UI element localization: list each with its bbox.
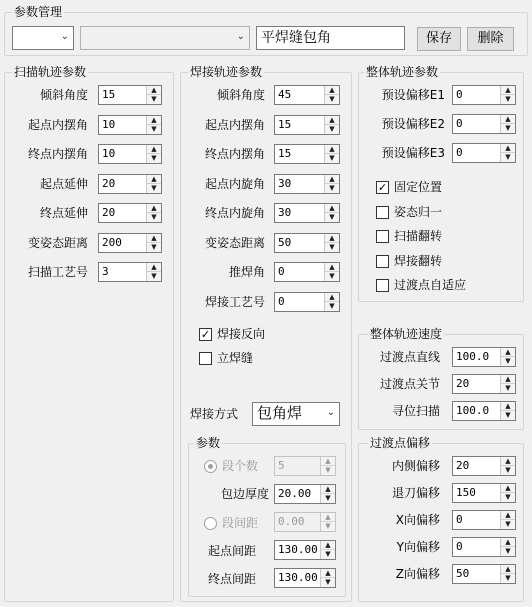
offset-x-offset-label: X向偏移 xyxy=(395,513,440,527)
overall-preset-offset-e3-label: 预设偏移E3 xyxy=(381,146,445,160)
arrow-up-icon[interactable]: ▲ xyxy=(325,145,339,154)
arrow-down-icon: ▼ xyxy=(325,494,331,502)
checkbox-icon[interactable] xyxy=(376,206,389,219)
scan-scan-process-no-spin[interactable]: 3 ▲ ▼ xyxy=(98,262,162,282)
arrow-up-icon[interactable]: ▲ xyxy=(501,538,515,547)
scan-end-extend-label: 终点延伸 xyxy=(39,206,88,220)
scan-posture-change-distance-label: 变姿态距离 xyxy=(27,235,88,250)
speed-transition-line-spin[interactable]: 100.0 ▲ ▼ xyxy=(452,347,516,367)
offset-z-offset-label: Z向偏移 xyxy=(395,567,440,581)
arrow-up-icon[interactable]: ▲ xyxy=(147,86,161,95)
weld-method-combo[interactable]: 包角焊 ⌄ xyxy=(252,402,340,426)
arrow-down-icon[interactable]: ▼ xyxy=(505,411,511,419)
arrow-up-icon: ▲ xyxy=(321,457,335,466)
arrow-up-icon[interactable]: ▲ xyxy=(325,175,339,184)
scan-posture-change-distance-spin[interactable]: 200 ▲ ▼ xyxy=(98,233,162,253)
arrow-down-icon[interactable]: ▼ xyxy=(505,153,511,161)
weld-end-inner-swing-spin[interactable]: 15 ▲ ▼ xyxy=(274,144,340,164)
offset-retract-offset-label: 退刀偏移 xyxy=(391,486,440,500)
arrow-up-icon[interactable]: ▲ xyxy=(325,293,339,302)
weld-start-inner-rotate-label: 起点内旋角 xyxy=(204,176,265,191)
weld-start-inner-rotate-spin[interactable]: 30 ▲ ▼ xyxy=(274,174,340,194)
arrow-down-icon[interactable]: ▼ xyxy=(329,272,335,280)
arrow-up-icon[interactable]: ▲ xyxy=(501,402,515,411)
arrow-down-icon[interactable]: ▼ xyxy=(505,357,511,365)
offset-x-offset-spin[interactable]: 0 ▲ ▼ xyxy=(452,510,516,530)
weld-push-angle-spin[interactable]: 0 ▲ ▼ xyxy=(274,262,340,282)
arrow-down-icon[interactable]: ▼ xyxy=(151,183,157,192)
end-gap-label: 终点间距 xyxy=(208,572,257,586)
arrow-down-icon[interactable]: ▼ xyxy=(505,520,511,528)
scan-tilt-angle-label: 倾斜角度 xyxy=(39,88,88,102)
arrow-down-icon: ▼ xyxy=(325,522,331,530)
arrow-up-icon[interactable]: ▲ xyxy=(501,511,515,520)
overall-params-title: 整体轨迹参数 xyxy=(366,65,439,79)
arrow-down-icon[interactable]: ▼ xyxy=(505,547,511,555)
save-button[interactable]: 保存 xyxy=(417,27,461,51)
arrow-down-icon[interactable]: ▼ xyxy=(151,213,157,221)
offset-title: 过渡点偏移 xyxy=(370,436,431,450)
speed-transition-line-label: 过渡点直线 xyxy=(379,350,440,364)
overall-preset-offset-e2-spin[interactable]: 0 ▲ ▼ xyxy=(452,114,516,134)
weld-end-inner-rotate-spin[interactable]: 30 ▲ ▼ xyxy=(274,203,340,223)
arrow-down-icon[interactable]: ▼ xyxy=(329,242,335,251)
arrow-up-icon[interactable]: ▲ xyxy=(325,263,339,272)
scan-scan-process-no-label: 扫描工艺号 xyxy=(27,265,88,279)
scan-start-extend-label: 起点延伸 xyxy=(39,176,88,191)
weld-start-inner-swing-label: 起点内摆角 xyxy=(204,117,265,132)
offset-retract-offset-spin[interactable]: 150 ▲ ▼ xyxy=(452,483,516,503)
offset-z-offset-spin[interactable]: 50 ▲ ▼ xyxy=(452,564,516,584)
arrow-down-icon[interactable]: ▼ xyxy=(505,466,511,474)
speed-locate-scan-spin[interactable]: 100.0 ▲ ▼ xyxy=(452,401,516,421)
weld-tilt-angle-spin[interactable]: 45 ▲ ▼ xyxy=(274,85,340,105)
scan-start-inner-swing-spin[interactable]: 10 ▲ ▼ xyxy=(98,115,162,135)
arrow-up-icon[interactable]: ▲ xyxy=(501,484,515,493)
arrow-up-icon[interactable]: ▲ xyxy=(325,116,339,125)
arrow-up-icon[interactable]: ▲ xyxy=(501,565,515,574)
weld-weld-process-no-spin[interactable]: 0 ▲ ▼ xyxy=(274,292,340,312)
arrow-down-icon: ▼ xyxy=(325,466,331,474)
speed-locate-scan-label: 寻位扫描 xyxy=(391,404,440,418)
arrow-down-icon[interactable]: ▼ xyxy=(151,95,157,103)
start-gap-label: 起点间距 xyxy=(208,544,257,558)
arrow-down-icon[interactable]: ▼ xyxy=(505,95,511,103)
arrow-down-icon[interactable]: ▼ xyxy=(329,124,335,133)
speed-title: 整体轨迹速度 xyxy=(370,327,443,341)
arrow-up-icon[interactable]: ▲ xyxy=(147,116,161,125)
weld-start-inner-swing-spin[interactable]: 15 ▲ ▼ xyxy=(274,115,340,135)
segment-count-spin: 5 ▲ ▼ xyxy=(274,456,336,476)
arrow-down-icon: ▼ xyxy=(325,550,331,558)
weld-posture-change-distance-spin[interactable]: 50 ▲ ▼ xyxy=(274,233,340,253)
arrow-down-icon[interactable]: ▼ xyxy=(505,493,511,501)
scan-end-inner-swing-spin[interactable]: 10 ▲ ▼ xyxy=(98,144,162,164)
weld-end-inner-rotate-label: 终点内旋角 xyxy=(204,206,265,220)
scan-tilt-angle-spin[interactable]: 15 ▲ ▼ xyxy=(98,85,162,105)
weld-posture-change-distance-label: 变姿态距离 xyxy=(204,235,265,250)
speed-transition-joint-label: 过渡点关节 xyxy=(379,377,440,391)
checkbox-icon[interactable]: ✓ xyxy=(200,328,211,341)
arrow-up-icon[interactable]: ▲ xyxy=(325,86,339,95)
scan-params-title: 扫描轨迹参数 xyxy=(14,65,87,79)
arrow-up-icon[interactable]: ▲ xyxy=(147,145,161,154)
offset-inner-offset-label: 内侧偏移 xyxy=(391,459,440,473)
arrow-down-icon[interactable]: ▼ xyxy=(329,213,335,221)
param-name-combo[interactable] xyxy=(80,26,250,50)
param-manage-title: 参数管理 xyxy=(14,5,63,19)
checkbox-icon[interactable]: ✓ xyxy=(377,181,388,194)
weld-end-inner-swing-label: 终点内摆角 xyxy=(204,147,265,161)
speed-transition-joint-spin[interactable]: 20 ▲ ▼ xyxy=(452,374,516,394)
checkbox-icon[interactable] xyxy=(376,255,389,268)
overall-preset-offset-e2-label: 预设偏移E2 xyxy=(381,117,445,131)
arrow-up-icon[interactable]: ▲ xyxy=(325,234,339,243)
param-name-input[interactable]: 平焊缝包角 xyxy=(256,26,405,50)
end-gap-spin[interactable]: 130.00 ▲ ▼ xyxy=(274,568,336,588)
offset-y-offset-label: Y向偏移 xyxy=(396,540,440,554)
arrow-up-icon: ▲ xyxy=(321,541,335,550)
scan-end-extend-spin[interactable]: 20 ▲ ▼ xyxy=(98,203,162,223)
checkbox-icon[interactable] xyxy=(376,279,389,292)
weld-tilt-angle-label: 倾斜角度 xyxy=(216,88,265,102)
arrow-up-icon[interactable]: ▲ xyxy=(147,263,161,272)
arrow-up-icon[interactable]: ▲ xyxy=(501,144,515,153)
arrow-down-icon[interactable]: ▼ xyxy=(151,124,157,133)
delete-button[interactable]: 删除 xyxy=(467,27,514,51)
weld-sub-params-title: 参数 xyxy=(196,436,221,450)
arrow-up-icon[interactable]: ▲ xyxy=(501,86,515,95)
arrow-up-icon[interactable]: ▲ xyxy=(325,204,339,213)
scan-start-extend-spin[interactable]: 20 ▲ ▼ xyxy=(98,174,162,194)
arrow-up-icon[interactable]: ▲ xyxy=(501,348,515,357)
param-set-combo[interactable] xyxy=(12,26,74,50)
arrow-up-icon: ▲ xyxy=(321,485,335,494)
checkbox-icon[interactable] xyxy=(376,230,389,243)
wrap-thickness-spin[interactable]: 20.00 ▲ ▼ xyxy=(274,484,336,504)
overall-preset-offset-e1-spin[interactable]: 0 ▲ ▼ xyxy=(452,85,516,105)
arrow-down-icon[interactable]: ▼ xyxy=(505,574,511,582)
arrow-up-icon[interactable]: ▲ xyxy=(147,175,161,184)
arrow-down-icon[interactable]: ▼ xyxy=(505,124,511,132)
arrow-up-icon[interactable]: ▲ xyxy=(501,457,515,466)
arrow-down-icon[interactable]: ▼ xyxy=(329,183,335,192)
scan-end-inner-swing-label: 终点内摆角 xyxy=(27,147,88,161)
offset-inner-offset-spin[interactable]: 20 ▲ ▼ xyxy=(452,456,516,476)
arrow-down-icon[interactable]: ▼ xyxy=(505,384,511,392)
arrow-down-icon[interactable]: ▼ xyxy=(329,95,335,103)
weld-weld-process-no-label: 焊接工艺号 xyxy=(204,294,265,309)
arrow-up-icon: ▲ xyxy=(321,569,335,578)
arrow-down-icon[interactable]: ▼ xyxy=(151,154,157,162)
arrow-up-icon[interactable]: ▲ xyxy=(501,375,515,384)
segment-interval-spin: 0.00 ▲ ▼ xyxy=(274,512,336,532)
scan-start-inner-swing-label: 起点内摆角 xyxy=(27,117,88,132)
checkbox-icon[interactable] xyxy=(199,352,212,365)
overall-preset-offset-e3-spin[interactable]: 0 ▲ ▼ xyxy=(452,143,516,163)
weld-method-label: 焊接方式 xyxy=(190,407,239,421)
chevron-down-icon: ⌄ xyxy=(60,31,69,42)
arrow-down-icon[interactable]: ▼ xyxy=(151,272,157,280)
start-gap-spin[interactable]: 130.00 ▲ ▼ xyxy=(274,540,336,560)
weld-push-angle-label: 推焊角 xyxy=(228,265,265,279)
arrow-down-icon[interactable]: ▼ xyxy=(329,154,335,162)
wrap-thickness-label: 包边厚度 xyxy=(221,487,270,501)
arrow-up-icon[interactable]: ▲ xyxy=(147,234,161,243)
arrow-up-icon[interactable]: ▲ xyxy=(501,115,515,124)
overall-preset-offset-e1-label: 预设偏移E1 xyxy=(381,88,445,102)
arrow-down-icon[interactable]: ▼ xyxy=(329,301,335,310)
arrow-up-icon: ▲ xyxy=(321,513,335,522)
offset-y-offset-spin[interactable]: 0 ▲ ▼ xyxy=(452,537,516,557)
chevron-down-icon: ⌄ xyxy=(236,31,245,42)
arrow-up-icon[interactable]: ▲ xyxy=(147,204,161,213)
arrow-down-icon: ▼ xyxy=(325,578,331,586)
chevron-down-icon: ⌄ xyxy=(326,407,335,418)
weld-params-title: 焊接轨迹参数 xyxy=(190,65,263,79)
arrow-down-icon[interactable]: ▼ xyxy=(151,242,157,251)
